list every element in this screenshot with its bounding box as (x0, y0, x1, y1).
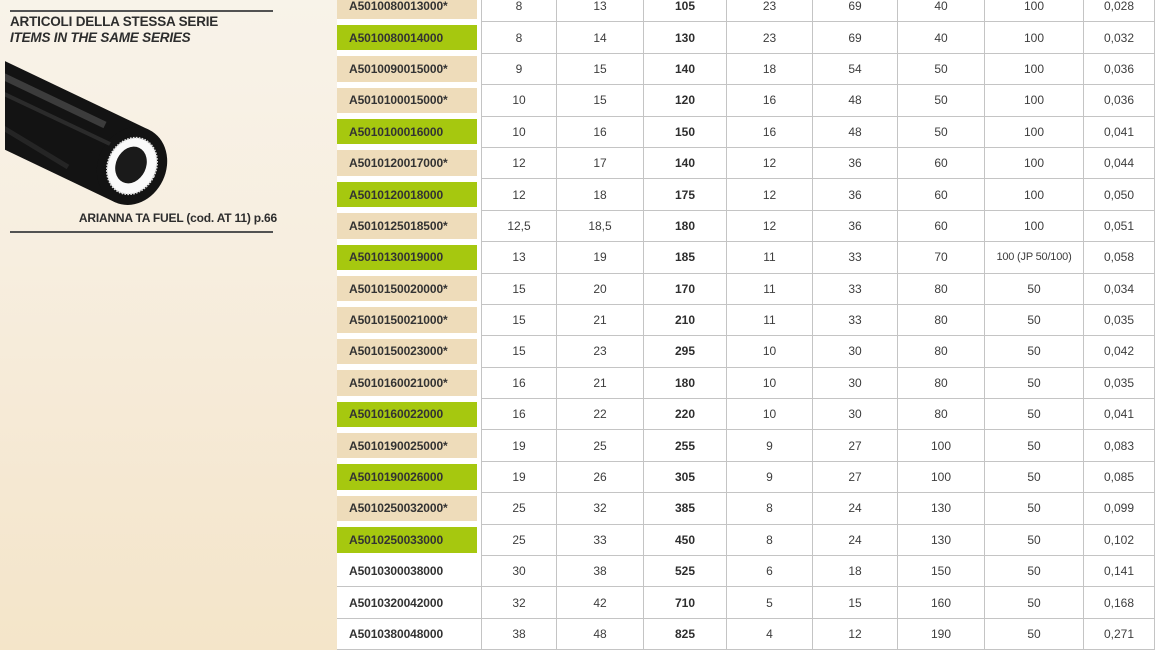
value-cell: 30 (813, 368, 898, 399)
value-cell: 15 (557, 85, 644, 116)
part-code-cell (337, 587, 481, 618)
value-cell: 150 (644, 117, 727, 148)
value-cell: 24 (813, 525, 898, 556)
value-cell: 50 (898, 117, 985, 148)
value-cell: 21 (557, 305, 644, 336)
value-cell: 80 (898, 399, 985, 430)
value-cell: 50 (985, 619, 1084, 650)
value-cell: 26 (557, 462, 644, 493)
value-cell: 25 (557, 430, 644, 461)
value-cell: 33 (557, 525, 644, 556)
sidebar (0, 0, 337, 650)
value-cell: 22 (557, 399, 644, 430)
value-cell: 12 (481, 179, 557, 210)
value-cell: 36 (813, 211, 898, 242)
value-cell: 305 (644, 462, 727, 493)
value-cell: 13 (481, 242, 557, 273)
value-cell: 11 (727, 305, 813, 336)
value-cell: 80 (898, 336, 985, 367)
series-title-english: ITEMS IN THE SAME SERIES (10, 30, 191, 45)
value-cell: 10 (727, 336, 813, 367)
value-cell: 15 (481, 274, 557, 305)
value-cell: 255 (644, 430, 727, 461)
value-cell: 160 (898, 587, 985, 618)
value-cell: 80 (898, 274, 985, 305)
value-cell: 33 (813, 274, 898, 305)
value-cell: 18 (813, 556, 898, 587)
value-cell: 18,5 (557, 211, 644, 242)
value-cell: 50 (985, 399, 1084, 430)
value-cell: 0,041 (1084, 399, 1155, 430)
product-spec-table (337, 0, 1155, 650)
value-cell: 8 (481, 0, 557, 22)
part-code-cell (337, 242, 481, 273)
part-code: A5010300038000 (349, 564, 444, 579)
value-cell: 23 (727, 22, 813, 53)
value-cell: 220 (644, 399, 727, 430)
value-cell: 17 (557, 148, 644, 179)
value-cell: 18 (557, 179, 644, 210)
value-cell: 11 (727, 274, 813, 305)
value-cell: 60 (898, 211, 985, 242)
value-cell: 0,051 (1084, 211, 1155, 242)
value-cell: 170 (644, 274, 727, 305)
part-code-cell (337, 117, 481, 148)
value-cell: 48 (813, 117, 898, 148)
value-cell: 0,028 (1084, 0, 1155, 22)
value-cell: 19 (481, 430, 557, 461)
value-cell: 0,034 (1084, 274, 1155, 305)
value-cell: 385 (644, 493, 727, 524)
value-cell: 40 (898, 22, 985, 53)
value-cell: 450 (644, 525, 727, 556)
value-cell: 140 (644, 148, 727, 179)
value-cell: 10 (727, 368, 813, 399)
value-cell: 825 (644, 619, 727, 650)
value-cell: 69 (813, 22, 898, 53)
value-cell: 16 (727, 117, 813, 148)
value-cell: 0,050 (1084, 179, 1155, 210)
part-code: A5010120018000 (337, 182, 477, 207)
part-code-cell (337, 336, 481, 367)
value-cell: 42 (557, 587, 644, 618)
value-cell: 11 (727, 242, 813, 273)
value-cell: 0,085 (1084, 462, 1155, 493)
value-cell: 15 (481, 305, 557, 336)
value-cell: 5 (727, 587, 813, 618)
value-cell: 190 (898, 619, 985, 650)
value-cell: 0,083 (1084, 430, 1155, 461)
value-cell: 0,058 (1084, 242, 1155, 273)
value-cell: 150 (898, 556, 985, 587)
part-code: A5010150020000* (337, 276, 477, 301)
value-cell: 0,168 (1084, 587, 1155, 618)
value-cell: 175 (644, 179, 727, 210)
value-cell: 140 (644, 54, 727, 85)
value-cell: 0,036 (1084, 54, 1155, 85)
value-cell: 12 (481, 148, 557, 179)
part-code: A5010320042000 (349, 595, 444, 610)
part-code: A5010130019000 (337, 245, 477, 270)
bottom-divider (10, 231, 273, 233)
part-code: A5010100015000* (337, 88, 477, 113)
value-cell: 100 (898, 430, 985, 461)
part-code-cell (337, 85, 481, 116)
part-code: A5010250032000* (337, 496, 477, 521)
value-cell: 0,035 (1084, 305, 1155, 336)
value-cell: 15 (481, 336, 557, 367)
part-code-cell (337, 462, 481, 493)
value-cell: 50 (985, 368, 1084, 399)
value-cell: 36 (813, 148, 898, 179)
value-cell: 50 (985, 462, 1084, 493)
value-cell: 50 (985, 305, 1084, 336)
value-cell: 36 (813, 179, 898, 210)
part-code-cell (337, 493, 481, 524)
value-cell: 15 (813, 587, 898, 618)
value-cell: 100 (985, 54, 1084, 85)
value-cell: 40 (898, 0, 985, 22)
value-cell: 100 (985, 117, 1084, 148)
value-cell: 0,271 (1084, 619, 1155, 650)
part-code: A5010250033000 (337, 527, 477, 552)
value-cell: 50 (898, 54, 985, 85)
value-cell: 12,5 (481, 211, 557, 242)
part-code-cell (337, 399, 481, 430)
value-cell: 16 (481, 368, 557, 399)
series-title-italian: ARTICOLI DELLA STESSA SERIE (10, 14, 219, 29)
value-cell: 4 (727, 619, 813, 650)
value-cell: 48 (813, 85, 898, 116)
value-cell: 10 (481, 117, 557, 148)
value-cell: 100 (898, 462, 985, 493)
part-code: A5010190025000* (337, 433, 477, 458)
value-cell: 210 (644, 305, 727, 336)
value-cell: 120 (644, 85, 727, 116)
value-cell: 0,044 (1084, 148, 1155, 179)
value-cell: 16 (557, 117, 644, 148)
value-cell: 100 (985, 148, 1084, 179)
value-cell: 0,032 (1084, 22, 1155, 53)
value-cell: 21 (557, 368, 644, 399)
value-cell: 19 (481, 462, 557, 493)
value-cell: 10 (481, 85, 557, 116)
value-cell: 8 (727, 525, 813, 556)
part-code-cell (337, 368, 481, 399)
value-cell: 50 (985, 525, 1084, 556)
value-cell: 24 (813, 493, 898, 524)
value-cell: 130 (898, 493, 985, 524)
value-cell: 710 (644, 587, 727, 618)
value-cell: 6 (727, 556, 813, 587)
product-caption: ARIANNA TA FUEL (cod. AT 11) p.66 (78, 211, 277, 225)
part-code-cell (337, 179, 481, 210)
value-cell: 30 (813, 336, 898, 367)
value-cell: 80 (898, 368, 985, 399)
value-cell: 27 (813, 430, 898, 461)
part-code: A5010120017000* (337, 150, 477, 175)
value-cell: 23 (557, 336, 644, 367)
value-cell: 19 (557, 242, 644, 273)
value-cell: 100 (JP 50/100) (985, 242, 1084, 273)
value-cell: 12 (727, 148, 813, 179)
part-code: A5010125018500* (337, 213, 477, 238)
value-cell: 33 (813, 242, 898, 273)
value-cell: 9 (727, 462, 813, 493)
value-cell: 12 (813, 619, 898, 650)
value-cell: 9 (481, 54, 557, 85)
value-cell: 130 (898, 525, 985, 556)
value-cell: 0,035 (1084, 368, 1155, 399)
value-cell: 0,041 (1084, 117, 1155, 148)
value-cell: 295 (644, 336, 727, 367)
part-code-cell (337, 54, 481, 85)
value-cell: 100 (985, 22, 1084, 53)
value-cell: 38 (557, 556, 644, 587)
part-code: A5010150023000* (337, 339, 477, 364)
value-cell: 180 (644, 368, 727, 399)
value-cell: 50 (985, 493, 1084, 524)
value-cell: 50 (985, 274, 1084, 305)
value-cell: 50 (898, 85, 985, 116)
part-code: A5010190026000 (337, 464, 477, 489)
value-cell: 50 (985, 336, 1084, 367)
value-cell: 25 (481, 493, 557, 524)
value-cell: 0,102 (1084, 525, 1155, 556)
part-code: A5010160022000 (337, 402, 477, 427)
value-cell: 50 (985, 556, 1084, 587)
value-cell: 100 (985, 211, 1084, 242)
value-cell: 33 (813, 305, 898, 336)
value-cell: 80 (898, 305, 985, 336)
value-cell: 32 (557, 493, 644, 524)
value-cell: 8 (481, 22, 557, 53)
hose-product-image (5, 56, 175, 214)
part-code-cell (337, 22, 481, 53)
part-code-cell (337, 305, 481, 336)
value-cell: 14 (557, 22, 644, 53)
part-code: A5010150021000* (337, 307, 477, 332)
value-cell: 50 (985, 430, 1084, 461)
value-cell: 16 (481, 399, 557, 430)
value-cell: 100 (985, 85, 1084, 116)
value-cell: 105 (644, 0, 727, 22)
value-cell: 13 (557, 0, 644, 22)
value-cell: 60 (898, 148, 985, 179)
value-cell: 69 (813, 0, 898, 22)
value-cell: 180 (644, 211, 727, 242)
value-cell: 16 (727, 85, 813, 116)
value-cell: 18 (727, 54, 813, 85)
value-cell: 12 (727, 179, 813, 210)
value-cell: 100 (985, 179, 1084, 210)
part-code: A5010080013000* (337, 0, 477, 19)
part-code-cell (337, 148, 481, 179)
value-cell: 54 (813, 54, 898, 85)
value-cell: 30 (481, 556, 557, 587)
part-code: A5010100016000 (337, 119, 477, 144)
top-divider (10, 10, 273, 12)
value-cell: 100 (985, 0, 1084, 22)
part-code: A5010160021000* (337, 370, 477, 395)
value-cell: 25 (481, 525, 557, 556)
value-cell: 0,141 (1084, 556, 1155, 587)
value-cell: 130 (644, 22, 727, 53)
value-cell: 48 (557, 619, 644, 650)
value-cell: 60 (898, 179, 985, 210)
value-cell: 38 (481, 619, 557, 650)
part-code-cell (337, 274, 481, 305)
part-code-cell (337, 556, 481, 587)
value-cell: 27 (813, 462, 898, 493)
part-code-cell (337, 619, 481, 650)
part-code-cell (337, 0, 481, 22)
value-cell: 0,042 (1084, 336, 1155, 367)
value-cell: 32 (481, 587, 557, 618)
value-cell: 0,099 (1084, 493, 1155, 524)
value-cell: 23 (727, 0, 813, 22)
value-cell: 50 (985, 587, 1084, 618)
value-cell: 0,036 (1084, 85, 1155, 116)
value-cell: 12 (727, 211, 813, 242)
value-cell: 15 (557, 54, 644, 85)
part-code: A5010090015000* (337, 56, 477, 81)
value-cell: 70 (898, 242, 985, 273)
part-code-cell (337, 430, 481, 461)
part-code-cell (337, 211, 481, 242)
part-code: A5010380048000 (349, 627, 444, 641)
part-code-cell (337, 525, 481, 556)
value-cell: 20 (557, 274, 644, 305)
value-cell: 10 (727, 399, 813, 430)
value-cell: 525 (644, 556, 727, 587)
value-cell: 9 (727, 430, 813, 461)
value-cell: 30 (813, 399, 898, 430)
value-cell: 8 (727, 493, 813, 524)
value-cell: 185 (644, 242, 727, 273)
part-code: A5010080014000 (337, 25, 477, 50)
